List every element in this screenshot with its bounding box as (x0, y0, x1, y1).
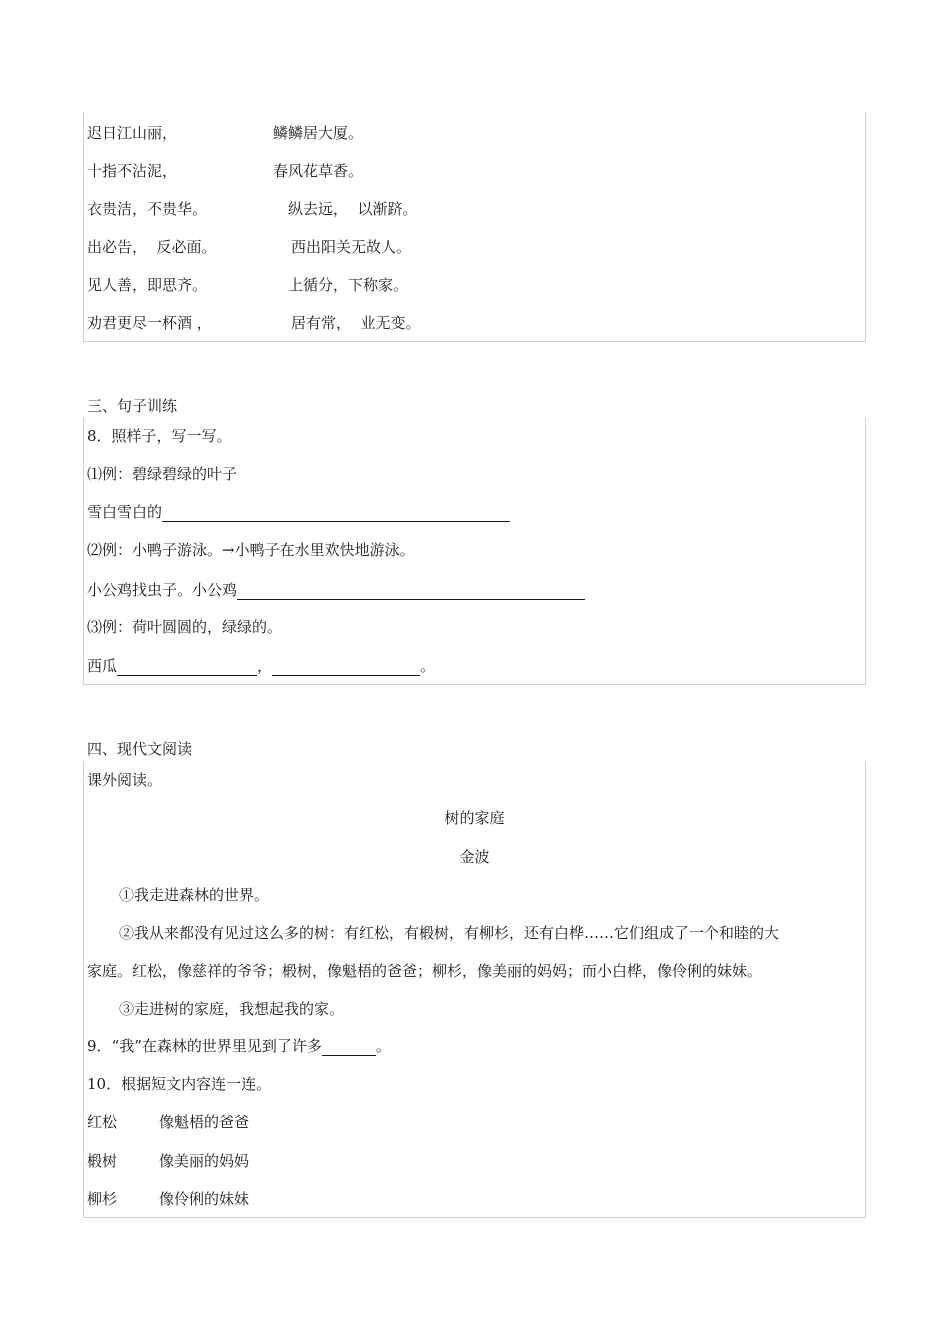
answer3-blank-1[interactable] (117, 659, 257, 676)
poem-left-2: 十指不沾泥， (87, 162, 178, 180)
answer3-line (87, 656, 435, 676)
q8-text: 8．照样子，写一写。 (87, 427, 232, 445)
match-tree-2[interactable]: 椴树 (87, 1152, 118, 1170)
q9-text: 9．“我”在森林的世界里见到了许多 (87, 1037, 322, 1055)
match-desc-3[interactable]: 像伶俐的妹妹 (159, 1190, 250, 1208)
poem-right-4: 西出阳关无故人。 (291, 238, 412, 256)
answer1-line (87, 502, 510, 522)
answer1-prompt: 雪白雪白的 (87, 503, 163, 521)
answer3-comma: ， (257, 657, 273, 675)
answer2-line (87, 580, 585, 600)
article-author: 金波 (459, 848, 490, 866)
poem-left-3: 衣贵洁，不贵华。 (87, 200, 208, 218)
q10-text: 10．根据短文内容连一连。 (87, 1075, 272, 1093)
poem-right-1: 鳞鳞居大厦。 (273, 124, 364, 142)
poem-left-4: 出必告， 反必面。 (87, 238, 217, 256)
answer2-blank[interactable] (237, 583, 585, 600)
match-tree-1[interactable]: 红松 (87, 1113, 118, 1131)
section4-box (83, 761, 866, 1218)
paragraph-1: ①我走进森林的世界。 (119, 886, 270, 904)
match-desc-2[interactable]: 像美丽的妈妈 (159, 1152, 250, 1170)
q9-blank[interactable] (322, 1039, 376, 1056)
match-tree-3[interactable]: 柳杉 (87, 1190, 118, 1208)
answer3-blank-2[interactable] (272, 659, 420, 676)
poem-left-1: 迟日江山丽， (87, 124, 178, 142)
poem-right-5: 上循分，下称家。 (288, 276, 409, 294)
poem-right-6: 居有常， 业无变。 (291, 314, 421, 332)
answer3-prompt: 西瓜 (87, 657, 118, 675)
poem-left-6: 劝君更尽一杯酒 ， (87, 314, 212, 332)
reading-intro: 课外阅读。 (87, 771, 163, 789)
section4-title: 四、现代文阅读 (87, 740, 193, 758)
q9-line (87, 1036, 391, 1056)
paragraph-2b: 家庭。红松，像慈祥的爷爷；椴树，像魁梧的爸爸；柳杉，像美丽的妈妈；而小白桦，像伶俐的妹妹。 (87, 962, 763, 980)
answer1-blank[interactable] (162, 505, 510, 522)
section3-title: 三、句子训练 (87, 397, 178, 415)
example3: ⑶例：荷叶圆圆的，绿绿的。 (87, 618, 283, 636)
answer2-prompt: 小公鸡找虫子。小公鸡 (87, 581, 238, 599)
poem-right-3: 纵去远， 以渐跻。 (288, 200, 418, 218)
poem-match-box (83, 112, 866, 342)
example1: ⑴例：碧绿碧绿的叶子 (87, 465, 238, 483)
example2: ⑵例：小鸭子游泳。→小鸭子在水里欢快地游泳。 (87, 541, 415, 559)
article-title: 树的家庭 (444, 809, 505, 827)
match-desc-1[interactable]: 像魁梧的爸爸 (159, 1113, 250, 1131)
poem-left-5: 见人善，即思齐。 (87, 276, 208, 294)
poem-right-2: 春风花草香。 (273, 162, 364, 180)
paragraph-3: ③走进树的家庭，我想起我的家。 (119, 1000, 345, 1018)
answer3-end: 。 (420, 657, 436, 675)
q9-end: 。 (375, 1037, 391, 1055)
paragraph-2a: ②我从来都没有见过这么多的树：有红松，有椴树，有柳杉，还有白桦……它们组成了一个和睦的大 (119, 924, 780, 942)
